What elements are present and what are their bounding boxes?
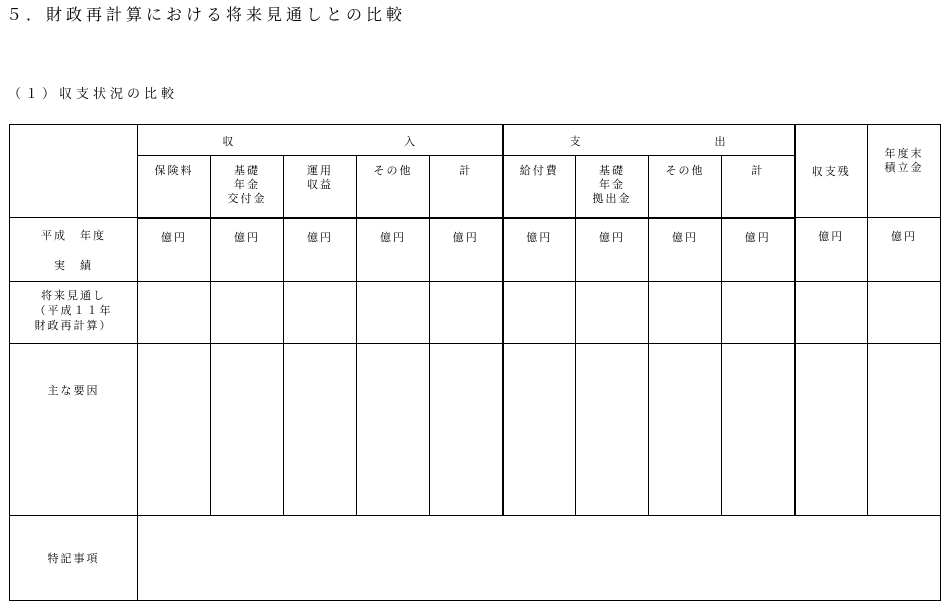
data-cell [284,343,357,515]
income-premium-header: 保険料 [138,156,211,218]
data-cell [284,282,357,343]
notes-cell [138,515,941,601]
income-other-header: その他 [357,156,430,218]
data-cell [503,282,576,343]
unit-cell: 億円 [284,218,357,282]
data-cell [357,343,430,515]
row-label-factors: 主な要因 [10,343,138,515]
balance-header: 収支残 [795,125,868,218]
expense-benefits-header: 給付費 [503,156,576,218]
unit-cell: 億円 [357,218,430,282]
data-cell [576,343,649,515]
data-cell [868,343,941,515]
income-basic-pension-grant-header: 基礎 年金 交付金 [211,156,284,218]
reserve-header: 年度末 積立金 [868,125,941,218]
data-cell [722,343,795,515]
data-cell [868,282,941,343]
data-cell [430,282,503,343]
data-cell [649,282,722,343]
row-label-forecast: 将来見通し （平成１１年 財政再計算） [10,282,138,343]
unit-cell: 億円 [503,218,576,282]
section-subtitle: （１）収支状況の比較 [8,87,179,102]
data-cell [430,343,503,515]
unit-cell: 億円 [795,218,868,282]
unit-cell: 億円 [430,218,503,282]
document-title: ５．財政再計算における将来見通しとの比較 [6,5,407,24]
data-cell [795,282,868,343]
income-group-header: 収 入 [138,125,503,156]
data-cell [503,343,576,515]
header-corner-cell [10,125,138,218]
expense-other-header: その他 [649,156,722,218]
data-cell [722,282,795,343]
comparison-table [9,124,941,601]
data-cell [795,343,868,515]
data-cell [138,343,211,515]
data-cell [211,343,284,515]
data-cell [649,343,722,515]
data-cell [576,282,649,343]
data-cell [138,282,211,343]
expense-basic-pension-contribution-header: 基礎 年金 拠出金 [576,156,649,218]
unit-cell: 億円 [722,218,795,282]
income-investment-header: 運用 収益 [284,156,357,218]
data-cell [357,282,430,343]
income-total-header: 計 [430,156,503,218]
row-label-notes: 特記事項 [10,515,138,601]
unit-cell: 億円 [576,218,649,282]
expense-total-header: 計 [722,156,795,218]
unit-cell: 億円 [211,218,284,282]
unit-cell: 億円 [868,218,941,282]
expense-group-header: 支 出 [503,125,795,156]
data-cell [211,282,284,343]
row-label-actual: 平成 年度 実 績 [10,218,138,282]
unit-cell: 億円 [649,218,722,282]
unit-cell: 億円 [138,218,211,282]
